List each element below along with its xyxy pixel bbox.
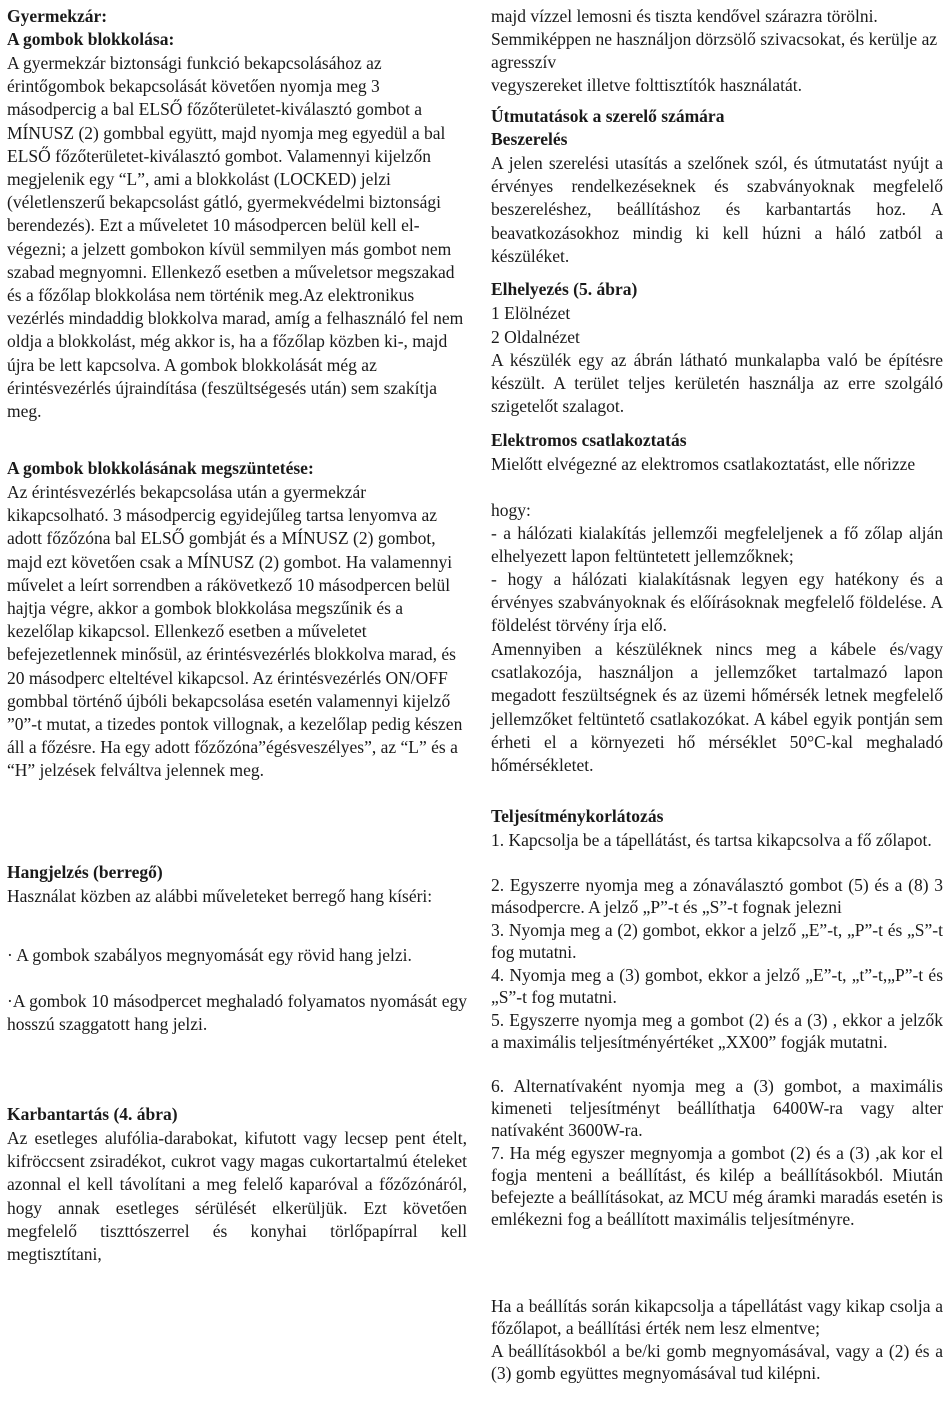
list-item-electrical-specs: - a hálózati kialakítás jellemzői megfeleljenek a fő zőlap alján elhelyezett lapon feltüntetett jellemzőknek;: [491, 523, 943, 567]
list-item-power-step-3: 3. Nyomja meg a (2) gombot, ekkor a jelző „E”-t, „P”-t és „S”-t fog mutatni.: [491, 920, 943, 962]
list-item-front-view: 1 Elölnézet: [491, 303, 571, 323]
paragraph-maintenance: Az esetleges alufólia-darabokat, kifutott vagy lecsep pent ételt, kifröccsent zsiradékot, cukrot vagy magas cukortartalmú ételeket azonnal el kell távolítani a meg felelő kaparóval a főzőzónáról, hogy annak esetleges sérülését elkerüljük. Ezt követően megfelelő tiszttószerrel és konyhai törlőpapírral kell megtisztítani,: [7, 1128, 467, 1265]
paragraph-placement: A készülék egy az ábrán látható munkalapba való be építésre készült. A terület teljes kerületén használja az erre szolgáló szigetelőt szalagot.: [491, 350, 943, 417]
paragraph-power-note-1: Ha a beállítás során kikapcsolja a tápellátást vagy kikap csolja a főzőlapot, a beállítási érték nem lesz elmentve;: [491, 1296, 943, 1338]
paragraph-installation: A jelen szerelési utasítás a szelőnek szól, és útmutatást nyújt a érvényes rendelkezéseknek és szabványoknak megfelelő beszereléshez, beállításhoz és karbantartás hoz. A beavatkozásokhoz mindig ki kell húzni a háló zatból a készüléket.: [491, 153, 943, 266]
heading-buzzer: Hangjelzés (berregő): [7, 862, 163, 882]
heading-installer-guide: Útmutatások a szerelő számára: [491, 106, 725, 126]
paragraph-electrical-cable: Amennyiben a készüléknek nincs meg a kábele és/vagy csatlakozója, használjon a jellemzőket tartalmazó lapon megadott feszültségnek és az üzemi hőmérsék letnek megfelelő jellemzőket feltüntető csatlakozókat. A kábel egyik pontján sem érheti el a környezeti hő mérséklet 50°C-kal meghaladó hőmérsékletet.: [491, 639, 943, 776]
list-item-power-step-4: 4. Nyomja meg a (3) gombot, ekkor a jelző „E”-t, „t”-t,„P”-t és „S”-t fog mutatni.: [491, 965, 943, 1007]
list-item-buzzer-long: ·A gombok 10 másodpercet meghaladó folyamatos nyomását egy hosszú szaggatott hang jelzi.: [7, 991, 467, 1035]
list-item-power-step-7: 7. Ha még egyszer megnyomja a gombot (2) és a (3) ,ak kor el fogja menteni a beállítást, és kilép a beállításokból. Miután befejezte a beállításokat, az MCU még áramki maradás esetén is emlékezni fog a beállított maximális teljesítményre.: [491, 1143, 943, 1229]
list-item-power-step-1: 1. Kapcsolja be a tápellátást, és tartsa kikapcsolva a fő zőlapot.: [491, 830, 932, 850]
section-title-child-lock: Gyermekzár:: [7, 6, 108, 26]
paragraph-power-note-2: A beállításokból a be/ki gomb megnyomásával, vagy a (2) és a (3) gomb együttes megnyomásával tud kilépni.: [491, 1341, 943, 1383]
paragraph-maintenance-continued: majd vízzel lemosni és tiszta kendővel szárazra törölni. Semmiképpen ne használjon dörzsölő szivacsokat, és kerülje az agresszív: [491, 6, 938, 73]
list-item-electrical-grounding: - hogy a hálózati kialakításnak legyen egy hatékony és a érvényes szabványoknak és előírásoknak megfelelő földelése. A földelést törvény írja elő.: [491, 569, 943, 636]
paragraph-button-lock: A gyermekzár biztonsági funkció bekapcsolásához az érintőgombok bekapcsolását követően nyomja meg 3 másodpercig a bal ELSŐ főzőterületet-kiválasztó gombot a MÍNUSZ (2) gombbal együtt, majd nyomja meg egyedül a bal ELSŐ főzőterületet-kiválasztó gombot. Valamennyi kijelzőn megjelenik egy “L”, ami a blokkolást (LOCKED) jelzi (véletlenszerű bekapcsolást gátló, gyermekvédelmi biztonsági berendezés). Ezt a műveletet 10 másodpercen belül kell el-végezni; a jelzett gombokon kívül semmilyen más gombot nem szabad megnyomni. Ellenkező esetben a műveletsor megszakad és a főzőlap blokkolása nem történik meg.Az elektronikus vezérlés mindaddig blokkolva marad, amíg a felhasználó fel nem oldja a blokkolást, még akkor is, ha a főzőlap közben ki-, majd újra be lett kapcsolva. A gombok blokkolását még az érintésvezérlés újraindítása (feszültségesés után) sem szakítja meg.: [7, 53, 464, 422]
heading-button-lock: A gombok blokkolása:: [7, 29, 175, 49]
heading-power-limit: Teljesítménykorlátozás: [491, 806, 664, 826]
paragraph-unlock: Az érintésvezérlés bekapcsolása után a gyermekzár kikapcsolható. 3 másodpercig egyidejűleg tartsa lenyomva az adott főzőzóna bal ELSŐ gombját és a MÍNUSZ (2) gombot, majd ezt követően csak a MÍNUSZ (2) gombot. Ha valamennyi művelet a leírt sorrendben a rákövetkező 10 másodpercen belül hajtja végre, akkor a gombok blokkolása megszűnik és a kezelőlap kikapcsol. Ellenkező esetben a műveletet befejezetlennek minősül, az érintésvezérlés blokkolva marad, és 20 másodperc elteltével kikapcsol. Az érintésvezérlés ON/OFF gombbal történő újbóli bekapcsolása esetén valamennyi kijelző ”0”-t mutat, a tizedes pontok villognak, a kezelőlap pedig készen áll a főzésre. Ha egy adott főzőzóna”égésveszélyes”, az “L” és a “H” jelzések felváltva jelennek meg.: [7, 482, 463, 781]
heading-unlock: A gombok blokkolásának megszüntetése:: [7, 458, 314, 478]
heading-electrical: Elektromos csatlakoztatás: [491, 430, 687, 450]
heading-placement: Elhelyezés (5. ábra): [491, 279, 638, 299]
list-item-power-step-2: 2. Egyszerre nyomja meg a zónaválasztó gombot (5) és a (8) 3 másodpercre. A jelző „P”-t és „S”-t fognak jelezni: [491, 875, 943, 917]
paragraph-electrical-intro: Mielőtt elvégezné az elektromos csatlakoztatást, elle nőrizze: [491, 454, 916, 474]
paragraph-buzzer-intro: Használat közben az alábbi műveleteket berregő hang kíséri:: [7, 886, 433, 906]
list-item-power-step-5: 5. Egyszerre nyomja meg a gombot (2) és a (3) , ekkor a jelzők a maximális teljesítményértéket „XX00” fogják mutatni.: [491, 1010, 943, 1052]
heading-maintenance: Karbantartás (4. ábra): [7, 1104, 178, 1124]
list-item-power-step-6: 6. Alternatívaként nyomja meg a (3) gombot, a maximális kimeneti teljesítményt beállíthatja 6400W-ra vagy alter natívaként 3600W-ra.: [491, 1076, 943, 1140]
list-item-side-view: 2 Oldalnézet: [491, 327, 580, 347]
heading-installation: Beszerelés: [491, 129, 568, 149]
list-item-buzzer-short: · A gombok szabályos megnyomását egy rövid hang jelzi.: [7, 945, 412, 965]
paragraph-electrical-hogy: hogy:: [491, 500, 531, 520]
paragraph-maintenance-continued-2: vegyszereket illetve folttisztítók használatát.: [491, 75, 802, 95]
